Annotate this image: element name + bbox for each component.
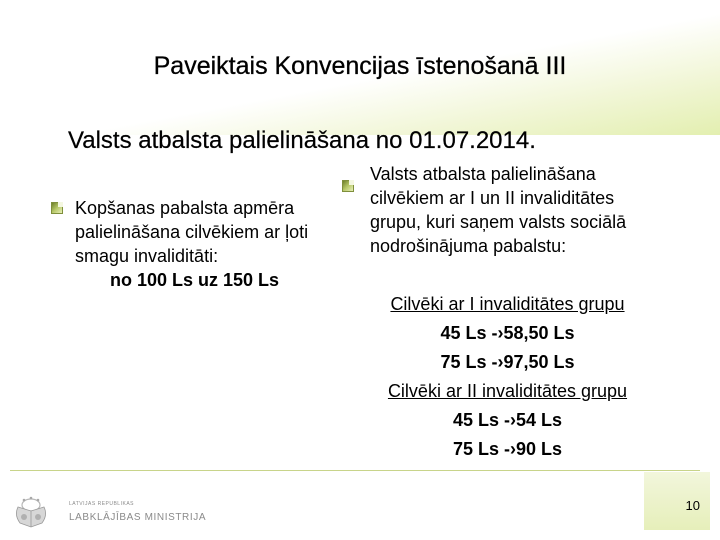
square-bullet-icon — [342, 180, 354, 192]
group1-row: 45 Ls -›58,50 Ls — [440, 323, 575, 343]
group2-heading: Cilvēki ar II invaliditātes grupu — [387, 381, 628, 401]
invalidity-groups-block — [365, 290, 650, 464]
left-line-2: palielināšana cilvēkiem ar ļoti — [75, 222, 309, 242]
latvian-coat-of-arms-icon — [12, 495, 50, 529]
right-line-2: cilvēkiem ar I un II invaliditātes — [370, 188, 615, 208]
group1-heading: Cilvēki ar I invaliditātes grupu — [390, 294, 625, 314]
right-bullet-text — [370, 162, 650, 258]
square-bullet-icon — [51, 202, 63, 214]
left-highlight: no 100 Ls uz 150 Ls — [110, 270, 280, 290]
logo-main-text: LABKLĀJĪBAS MINISTRIJA — [69, 512, 207, 523]
page-number: 10 — [685, 498, 700, 513]
group2-row: 45 Ls -›54 Ls — [452, 410, 563, 430]
group1-row: 75 Ls -›97,50 Ls — [440, 352, 575, 372]
left-bullet-text — [75, 196, 345, 292]
ministry-logo — [12, 495, 222, 535]
footer-divider — [10, 470, 700, 471]
slide-subtitle: Valsts atbalsta palielināšana no 01.07.2014. — [68, 127, 536, 154]
page-number-box — [644, 472, 710, 530]
right-line-1: Valsts atbalsta palielināšana — [370, 164, 596, 184]
right-line-3: grupu, kuri saņem valsts sociālā — [370, 212, 627, 232]
logo-small-text: LATVIJAS REPUBLIKAS — [69, 501, 134, 507]
slide-title: Paveiktais Konvencijas īstenošanā III — [153, 52, 567, 80]
left-line-3: smagu invaliditāti: — [75, 246, 219, 266]
left-line-1: Kopšanas pabalsta apmēra — [75, 198, 295, 218]
group2-row: 75 Ls -›90 Ls — [452, 439, 563, 459]
right-line-4: nodrošinājuma pabalstu: — [370, 236, 567, 256]
